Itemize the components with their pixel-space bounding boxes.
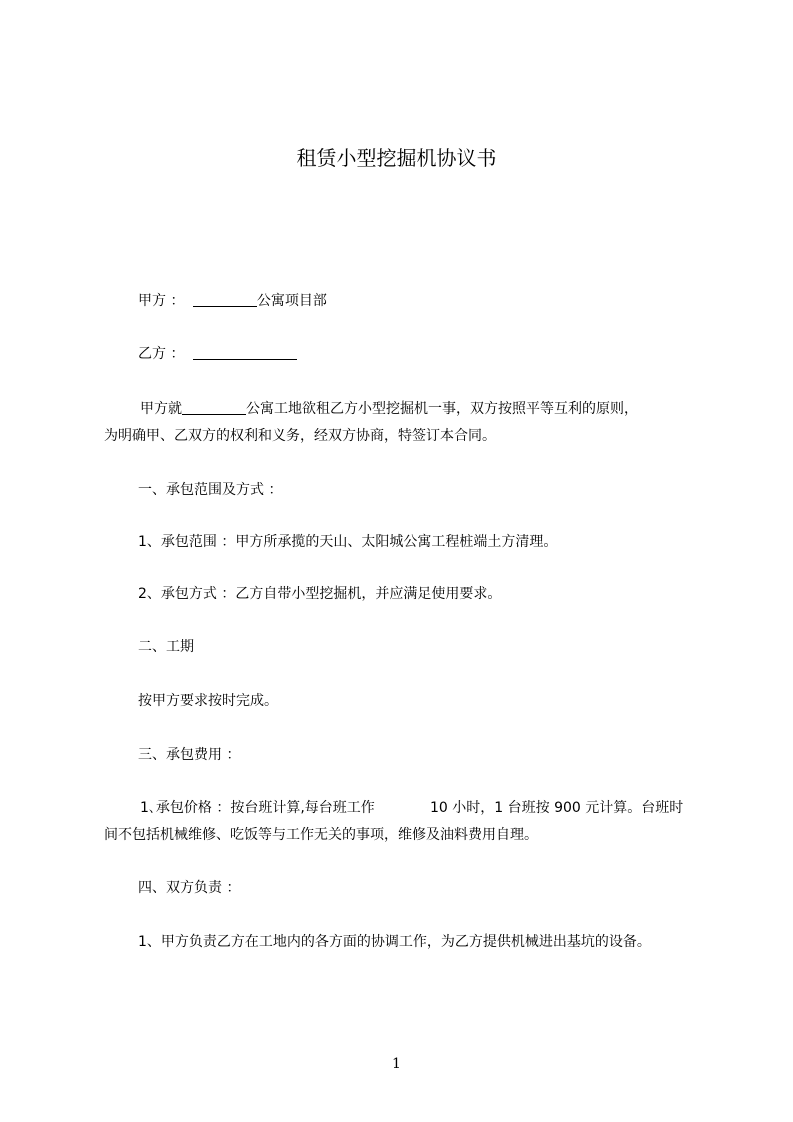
intro-prefix: 甲方就 (140, 401, 182, 417)
party-a-label: 甲方 ： (138, 293, 185, 309)
section2-text: 按甲方要求按时完成。 (138, 693, 278, 709)
party-a-suffix: 公寓项目部 (256, 293, 327, 309)
party-a-line (138, 292, 327, 310)
section3-line1a: 1､承包价格 ：按台班计算,每台班工作 (140, 800, 375, 816)
party-b-line (138, 345, 297, 363)
section1-item2: 2、承包方式 ：乙方自带小型挖掘机，并应满足使用要求。 (138, 586, 502, 602)
section4-heading: 四、双方负责 ： (138, 880, 241, 896)
party-b-blank (193, 345, 297, 360)
intro-blank (182, 400, 246, 415)
section3-line2: 间不包括机械维修、吃饭等与工作无关的事项，维修及油料费用自理。 (104, 827, 538, 843)
page-number: 1 (392, 1056, 401, 1072)
section1-heading: 一、承包范围及方式 ： (138, 482, 283, 498)
party-a-blank (193, 292, 257, 307)
intro-line-1 (140, 400, 638, 418)
section3-line1b: 10 小时，1 台班按 900 元计算。台班时 (430, 800, 684, 816)
intro-line1-rest: 公寓工地欲租乙方小型挖掘机一事，双方按照平等互利的原则， (246, 401, 638, 417)
party-b-label: 乙方 ： (138, 346, 185, 362)
document-title: 租赁小型挖掘机协议书 (296, 146, 497, 170)
section2-heading: 二、工期 (138, 639, 194, 655)
intro-line-2: 为明确甲、乙双方的权利和义务，经双方协商，特签订本合同。 (104, 428, 496, 444)
section3-heading: 三、承包费用 ： (138, 747, 241, 763)
section4-item1: 1、甲方负责乙方在工地内的各方面的协调工作，为乙方提供机械进出基坑的设备。 (138, 934, 651, 950)
section1-item1: 1、承包范围 ：甲方所承揽的天山、太阳城公寓工程桩端土方清理。 (138, 534, 558, 550)
